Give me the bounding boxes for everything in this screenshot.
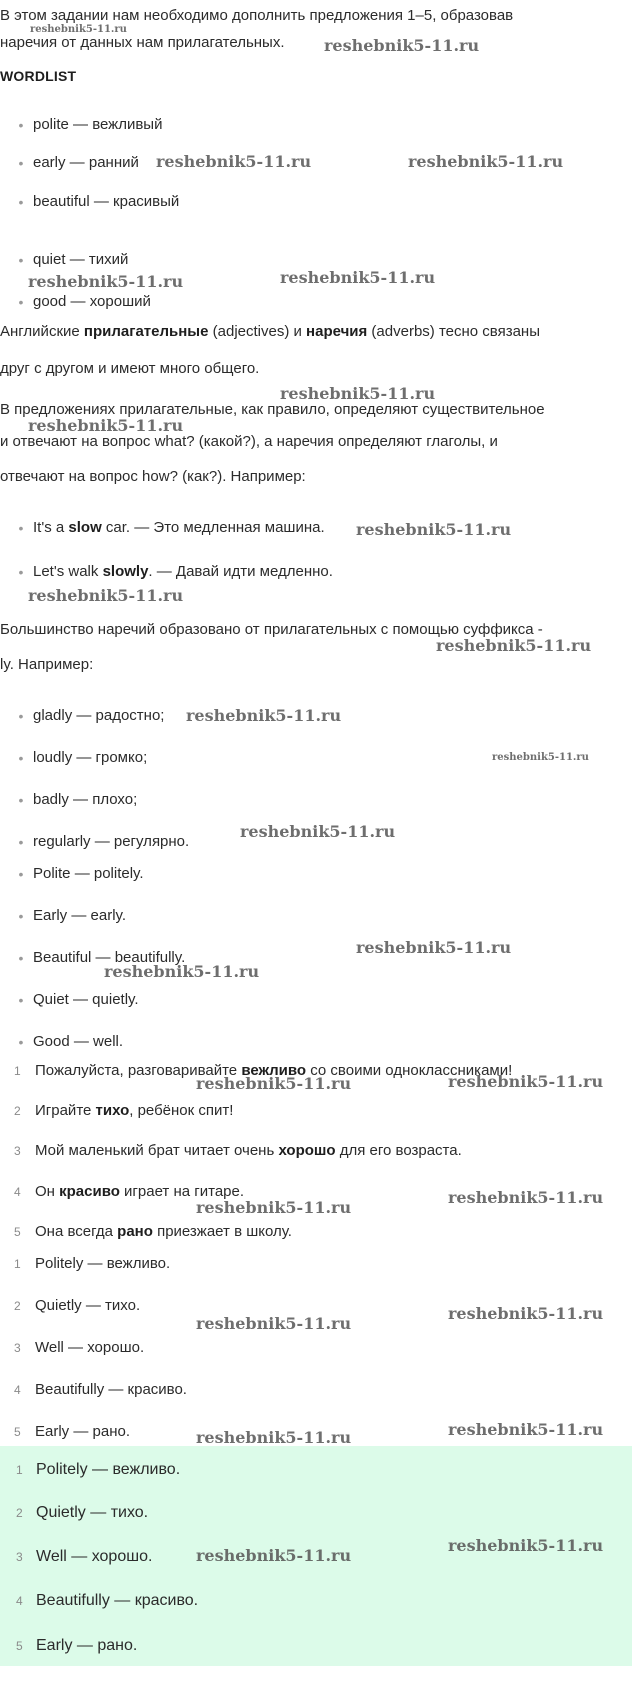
watermark: reshebnik5-11.ru (28, 586, 184, 605)
list-item: •Quiet — quietly. (18, 990, 139, 1010)
list-item: •loudly — громко; (18, 748, 147, 768)
watermark: reshebnik5-11.ru (356, 520, 512, 539)
item-number: 3 (14, 1144, 21, 1158)
item-number: 5 (14, 1225, 21, 1239)
item-number: 2 (16, 1506, 23, 1520)
watermark: reshebnik5-11.ru (240, 822, 396, 841)
watermark: reshebnik5-11.ru (196, 1428, 352, 1447)
watermark: reshebnik5-11.ru (30, 24, 127, 35)
watermark: reshebnik5-11.ru (186, 706, 342, 725)
watermark: reshebnik5-11.ru (196, 1546, 352, 1565)
item-number: 2 (14, 1299, 21, 1313)
list-item: •beautiful — красивый (18, 192, 179, 212)
bullet-icon (18, 160, 24, 166)
watermark: reshebnik5-11.ru (408, 152, 564, 171)
item-number: 4 (16, 1594, 23, 1608)
theory-paragraph-2-line-1: В предложениях прилагательные, как правило, определяют существительное (0, 401, 545, 418)
watermark: reshebnik5-11.ru (436, 636, 592, 655)
watermark: reshebnik5-11.ru (448, 1072, 604, 1091)
bullet-icon (18, 755, 24, 761)
bullet-icon (18, 569, 24, 575)
intro-line-1: В этом задании нам необходимо дополнить предложения 1–5, образовав (0, 7, 514, 24)
example-item: •Let's walk slowly. — Давай идти медленно. (18, 562, 333, 582)
theory-paragraph-2-line-2: и отвечают на вопрос what? (какой?), а наречия определяют глаголы, и (0, 433, 498, 450)
theory-paragraph-2-line-3: отвечают на вопрос how? (как?). Например: (0, 468, 306, 485)
bullet-icon (18, 913, 24, 919)
watermark: reshebnik5-11.ru (28, 416, 184, 435)
watermark: reshebnik5-11.ru (156, 152, 312, 171)
final-answer: Quietly — тихо. (36, 1504, 149, 1521)
list-item: •early — ранний (18, 153, 139, 173)
watermark: reshebnik5-11.ru (448, 1536, 604, 1555)
final-answer: Beautifully — красиво. (36, 1592, 199, 1609)
intro-line-2: наречия от данных нам прилагательных. (0, 34, 285, 51)
watermark: reshebnik5-11.ru (104, 962, 260, 981)
bullet-icon (18, 257, 24, 263)
final-answer: Well — хорошо. (36, 1548, 153, 1565)
theory-paragraph-3-line-2: ly. Например: (0, 656, 94, 673)
bullet-icon (18, 871, 24, 877)
bullet-icon (18, 299, 24, 305)
item-number: 4 (14, 1383, 21, 1397)
watermark: reshebnik5-11.ru (280, 268, 436, 287)
list-item: •Polite — politely. (18, 864, 144, 884)
item-number: 5 (14, 1425, 21, 1439)
theory-paragraph-3-line-1: Большинство наречий образовано от прилагательных с помощью суффикса - (0, 621, 543, 638)
theory-paragraph-1-line-2: друг с другом и имеют много общего. (0, 360, 260, 377)
bullet-icon (18, 525, 24, 531)
watermark: reshebnik5-11.ru (448, 1304, 604, 1323)
watermark: reshebnik5-11.ru (280, 384, 436, 403)
list-item: •Early — early. (18, 906, 126, 926)
watermark: reshebnik5-11.ru (448, 1188, 604, 1207)
watermark: reshebnik5-11.ru (448, 1420, 604, 1439)
bullet-icon (18, 997, 24, 1003)
bullet-icon (18, 839, 24, 845)
bullet-icon (18, 122, 24, 128)
item-number: 4 (14, 1185, 21, 1199)
list-item: •gladly — радостно; (18, 706, 164, 726)
list-item: •quiet — тихий (18, 250, 128, 270)
item-number: 3 (14, 1341, 21, 1355)
watermark: reshebnik5-11.ru (324, 36, 480, 55)
item-number: 1 (14, 1257, 21, 1271)
wordlist-heading: WORDLIST (0, 68, 77, 84)
item-number: 1 (14, 1064, 21, 1078)
bullet-icon (18, 1039, 24, 1045)
list-item: •polite — вежливый (18, 115, 162, 135)
example-item: •It's a slow car. — Это медленная машина. (18, 518, 325, 538)
watermark: reshebnik5-11.ru (492, 752, 589, 763)
bullet-icon (18, 713, 24, 719)
watermark: reshebnik5-11.ru (356, 938, 512, 957)
theory-paragraph-1: Английские прилагательные (adjectives) и наречия (adverbs) тесно связаны (0, 323, 540, 340)
watermark: reshebnik5-11.ru (196, 1314, 352, 1333)
list-item: •regularly — регулярно. (18, 832, 189, 852)
item-number: 3 (16, 1550, 23, 1564)
bullet-icon (18, 199, 24, 205)
list-item: •Beautiful — beautifully. (18, 948, 185, 968)
item-number: 1 (16, 1463, 23, 1477)
watermark: reshebnik5-11.ru (196, 1074, 352, 1093)
bullet-icon (18, 955, 24, 961)
item-number: 2 (14, 1104, 21, 1118)
bullet-icon (18, 797, 24, 803)
watermark: reshebnik5-11.ru (28, 272, 184, 291)
item-number: 5 (16, 1639, 23, 1653)
list-item: •badly — плохо; (18, 790, 137, 810)
list-item: •good — хороший (18, 292, 151, 312)
watermark: reshebnik5-11.ru (196, 1198, 352, 1217)
final-answer: Politely — вежливо. (36, 1461, 181, 1478)
final-answer: Early — рано. (36, 1637, 138, 1654)
list-item: •Good — well. (18, 1032, 123, 1052)
